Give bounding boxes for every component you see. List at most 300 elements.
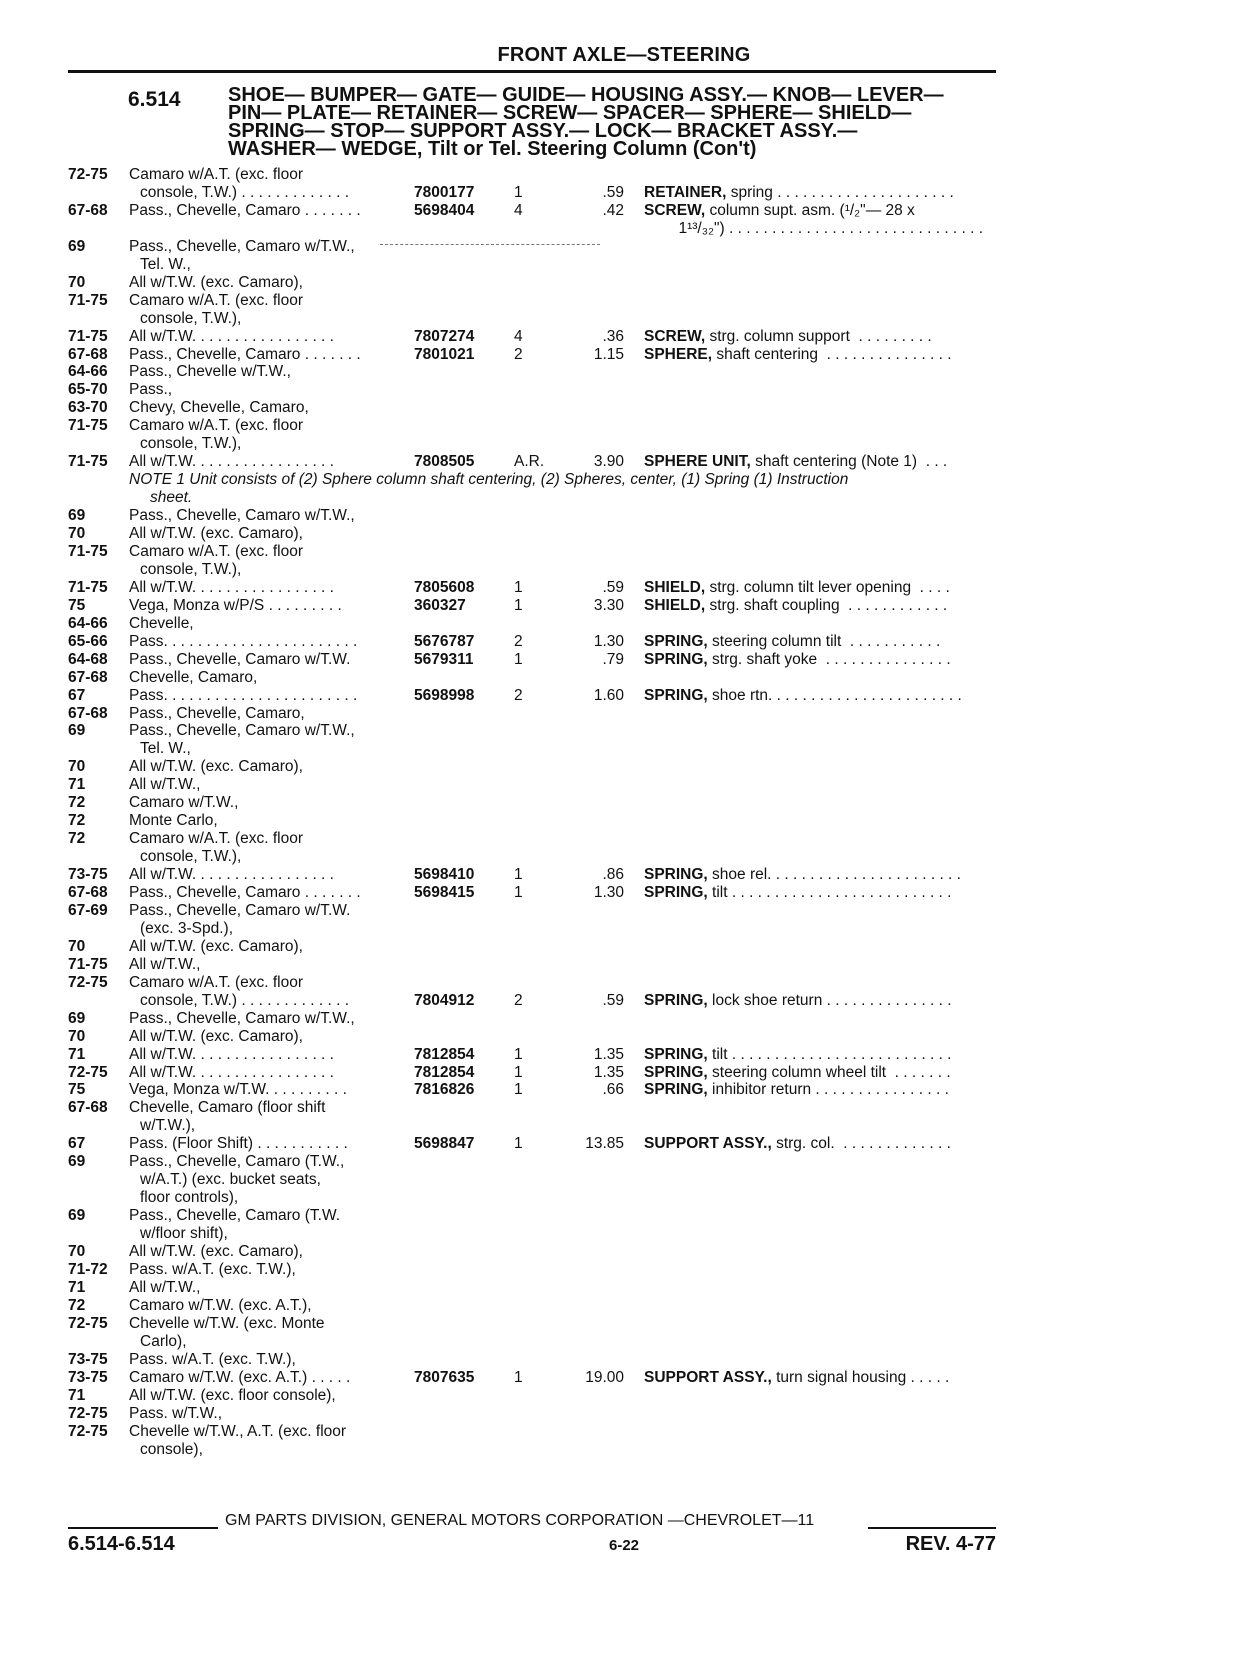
table-row — [0, 1135, 1248, 1153]
table-row — [0, 453, 1248, 471]
part-name-bold: SCREW, — [644, 327, 706, 345]
model-years: 67-69 — [68, 901, 108, 919]
table-row — [0, 328, 1248, 346]
part-number: 7800177 — [414, 183, 475, 201]
table-row — [0, 992, 1248, 1010]
note-row — [0, 489, 1248, 507]
part-number: 5698847 — [414, 1135, 475, 1153]
model-years: 75 — [68, 596, 86, 614]
part-name-bold: SCREW, — [644, 201, 706, 219]
application-description: Chevelle, — [129, 614, 194, 632]
part-name-detail: tilt . . . . . . . . . . . . . . . . . . . . . . . . . . — [707, 1045, 952, 1063]
table-row — [0, 974, 1248, 992]
table-row — [0, 1117, 1248, 1135]
part-name-bold: SPHERE UNIT, — [644, 453, 751, 471]
price: 1.60 — [593, 686, 624, 704]
footer-revision: REV. 4-77 — [905, 1533, 996, 1555]
table-row — [0, 1315, 1248, 1333]
application-description: Vega, Monza w/P/S . . . . . . . . . — [129, 596, 342, 614]
price: .59 — [602, 578, 624, 596]
header-rule — [68, 70, 996, 73]
price: .42 — [602, 201, 624, 219]
part-name-bold: SUPPORT ASSY., — [644, 1368, 772, 1386]
model-years: 71-75 — [68, 327, 108, 345]
application-description: All w/T.W. . . . . . . . . . . . . . . . . — [129, 578, 334, 596]
section-title-line: WASHER— WEDGE, Tilt or Tel. Steering Column (Con't) — [228, 138, 757, 160]
part-name-detail: strg. shaft yoke . . . . . . . . . . . . . . . — [707, 650, 951, 668]
table-row — [0, 740, 1248, 758]
model-years: 71 — [68, 1278, 86, 1296]
model-years: 64-66 — [68, 363, 108, 381]
part-name — [644, 884, 1000, 902]
application-description: Pass. (Floor Shift) . . . . . . . . . . . — [129, 1135, 348, 1153]
part-number: 7807635 — [414, 1368, 475, 1386]
model-years: 67-68 — [68, 201, 108, 219]
table-row — [0, 1099, 1248, 1117]
table-row — [0, 722, 1248, 740]
application-description: console, T.W.), — [140, 560, 242, 578]
table-row — [0, 1387, 1248, 1405]
application-description: All w/T.W. (exc. Camaro), — [129, 1243, 303, 1260]
part-number: 5698415 — [414, 884, 475, 901]
part-name-bold: SHIELD, — [644, 596, 706, 614]
table-row — [0, 1010, 1248, 1028]
model-years: 71-75 — [68, 453, 108, 471]
model-years: 72-75 — [68, 973, 108, 991]
table-row — [0, 292, 1248, 310]
application-description: Pass., Chevelle, Camaro (T.W., — [129, 1153, 345, 1171]
quantity: 1 — [514, 1135, 523, 1153]
model-years: 71 — [68, 776, 86, 794]
application-description: console, T.W.), — [140, 435, 242, 453]
model-years: 67-68 — [68, 884, 108, 901]
model-years: 65-66 — [68, 632, 108, 650]
model-years: 70 — [68, 937, 86, 955]
price: .66 — [602, 1081, 624, 1099]
part-number: 7804912 — [414, 991, 475, 1009]
model-years: 75 — [68, 1081, 86, 1099]
part-name-detail: shaft centering (Note 1) . . . — [750, 453, 948, 471]
table-row — [0, 238, 1248, 256]
quantity: 1 — [514, 1063, 523, 1081]
part-number: 5698404 — [414, 201, 475, 219]
application-description: All w/T.W., — [129, 776, 201, 794]
part-name — [644, 1064, 1000, 1082]
section-title-line: SHOE— BUMPER— GATE— GUIDE— HOUSING ASSY.— KNOB— LEVER— — [228, 84, 944, 106]
application-description: Chevelle w/T.W. (exc. Monte — [129, 1314, 325, 1332]
price: .79 — [602, 650, 624, 668]
quantity: 1 — [514, 650, 523, 668]
part-number: 360327 — [414, 596, 466, 614]
part-name-detail: 1¹³/₃₂") . . . . . . . . . . . . . . . . . . . . . . . . . . . . . . — [644, 219, 984, 237]
application-description: Chevelle, Camaro (floor shift — [129, 1099, 326, 1117]
table-row — [0, 1028, 1248, 1046]
model-years: 69 — [68, 722, 86, 740]
model-years: 67-68 — [68, 345, 108, 363]
part-name — [644, 1081, 1000, 1099]
part-name-bold: SPHERE, — [644, 345, 713, 363]
part-name-bold: SPRING, — [644, 884, 708, 901]
table-row — [0, 1153, 1248, 1171]
table-row — [0, 902, 1248, 920]
quantity: 1 — [514, 183, 523, 201]
table-row — [0, 543, 1248, 561]
table-row — [0, 1369, 1248, 1387]
table-row — [0, 687, 1248, 705]
model-years: 69 — [68, 1009, 86, 1027]
part-name-detail: steering column wheel tilt . . . . . . . — [707, 1063, 951, 1081]
price: 19.00 — [585, 1368, 624, 1386]
table-row — [0, 1423, 1248, 1441]
price: .36 — [602, 327, 624, 345]
application-description: w/floor shift), — [140, 1225, 228, 1242]
application-description: Pass., Chevelle, Camaro (T.W. — [129, 1207, 341, 1225]
model-years: 70 — [68, 273, 86, 291]
part-number: 7812854 — [414, 1063, 475, 1081]
application-description: All w/T.W. (exc. Camaro), — [129, 525, 303, 542]
table-row — [0, 220, 1248, 238]
application-description: Camaro w/T.W., — [129, 794, 239, 812]
table-row — [0, 794, 1248, 812]
application-description: Pass., Chevelle, Camaro, — [129, 704, 305, 722]
table-row — [0, 776, 1248, 794]
model-years: 72-75 — [68, 1422, 108, 1440]
part-name-detail: tilt . . . . . . . . . . . . . . . . . . . . . . . . . . — [707, 884, 952, 901]
application-description: Carlo), — [140, 1332, 187, 1350]
model-years: 71 — [68, 1386, 86, 1404]
section-title-line: PIN— PLATE— RETAINER— SCREW— SPACER— SPHERE— SHIELD— — [228, 102, 912, 124]
section-title-line: SPRING— STOP— SUPPORT ASSY.— LOCK— BRACKET ASSY.— — [228, 120, 858, 142]
table-row — [0, 956, 1248, 974]
price: 1.30 — [593, 884, 624, 901]
table-row — [0, 812, 1248, 830]
table-row — [0, 1243, 1248, 1261]
application-description: Pass. . . . . . . . . . . . . . . . . . . . . . . — [129, 632, 358, 650]
price: 1.30 — [593, 632, 624, 650]
model-years: 72 — [68, 830, 86, 848]
quantity: 1 — [514, 1045, 523, 1063]
application-description: All w/T.W. (exc. Camaro), — [129, 758, 303, 776]
application-description: Pass., Chevelle, Camaro w/T.W., — [129, 1009, 355, 1027]
part-number: 7808505 — [414, 453, 475, 471]
table-row — [0, 561, 1248, 579]
model-years: 67 — [68, 1135, 86, 1153]
quantity: 1 — [514, 884, 523, 901]
footer-publisher: GM PARTS DIVISION, GENERAL MOTORS CORPORATION —CHEVROLET—11 — [225, 1512, 815, 1529]
application-description: All w/T.W. (exc. Camaro), — [129, 273, 303, 291]
part-name-detail: inhibitor return . . . . . . . . . . . . . . . . — [707, 1081, 949, 1099]
model-years: 71-75 — [68, 543, 108, 560]
model-years: 71-75 — [68, 955, 108, 973]
note-row — [0, 471, 1248, 489]
table-row — [0, 1046, 1248, 1064]
application-description: Pass., — [129, 381, 173, 399]
part-name — [644, 1369, 1000, 1387]
part-number: 5698998 — [414, 686, 475, 704]
application-description: All w/T.W. (exc. Camaro), — [129, 1027, 303, 1045]
part-name-bold: SPRING, — [644, 1063, 708, 1081]
table-row — [0, 202, 1248, 220]
quantity: 4 — [514, 201, 523, 219]
part-name-bold: SPRING, — [644, 650, 708, 668]
table-row — [0, 381, 1248, 399]
application-description: (exc. 3-Spd.), — [140, 919, 234, 937]
part-name-bold: SPRING, — [644, 991, 708, 1009]
model-years: 72-75 — [68, 1404, 108, 1422]
table-row — [0, 417, 1248, 435]
part-name-bold: SPRING, — [644, 1081, 708, 1099]
table-row — [0, 1405, 1248, 1423]
part-name-bold: SHIELD, — [644, 578, 706, 596]
model-years: 67 — [68, 686, 86, 704]
application-description: console, T.W.), — [140, 309, 242, 327]
section-number: 6.514 — [128, 88, 181, 111]
model-years: 64-66 — [68, 614, 108, 632]
part-name-detail: strg. column tilt lever opening . . . . — [705, 578, 950, 596]
price: 1.15 — [593, 345, 624, 363]
application-description: console, T.W.) . . . . . . . . . . . . . — [140, 991, 350, 1009]
model-years: 69 — [68, 1153, 86, 1171]
application-description: Pass. w/A.T. (exc. T.W.), — [129, 1261, 296, 1278]
table-row — [0, 166, 1248, 184]
application-description: All w/T.W. (exc. floor console), — [129, 1386, 336, 1404]
part-name — [644, 687, 1000, 705]
part-number: 5698410 — [414, 866, 475, 883]
table-row — [0, 1261, 1248, 1279]
table-row — [0, 651, 1248, 669]
table-row — [0, 184, 1248, 202]
model-years: 67-68 — [68, 704, 108, 722]
quantity: 1 — [514, 866, 523, 883]
price: 1.35 — [593, 1063, 624, 1081]
application-description: All w/T.W. . . . . . . . . . . . . . . . . — [129, 327, 334, 345]
quantity: 2 — [514, 686, 523, 704]
model-years: 72 — [68, 812, 86, 830]
table-row — [0, 1297, 1248, 1315]
application-description: All w/T.W. . . . . . . . . . . . . . . . . — [129, 1045, 334, 1063]
part-name-bold: RETAINER, — [644, 183, 727, 201]
application-description: Pass., Chevelle, Camaro . . . . . . . — [129, 201, 361, 219]
model-years: 71-75 — [68, 417, 108, 435]
footnote: NOTE 1 Unit consists of (2) Sphere column shaft centering, (2) Spheres, center, (1) Spring (1) Instruction — [129, 471, 849, 489]
table-row — [0, 435, 1248, 453]
part-name-detail: steering column tilt . . . . . . . . . . . — [707, 632, 941, 650]
model-years: 71 — [68, 1045, 86, 1063]
model-years: 73-75 — [68, 866, 108, 883]
part-name — [644, 1046, 1000, 1064]
table-row — [0, 830, 1248, 848]
part-name-bold: SPRING, — [644, 866, 708, 883]
application-description: Pass. w/T.W., — [129, 1404, 223, 1422]
quantity: 2 — [514, 345, 523, 363]
application-description: Tel. W., — [140, 740, 191, 758]
divider — [380, 244, 600, 245]
part-number: 7816826 — [414, 1081, 475, 1099]
application-description: Camaro w/A.T. (exc. floor — [129, 973, 303, 991]
application-description: All w/T.W., — [129, 955, 201, 973]
quantity: 2 — [514, 632, 523, 650]
model-years: 71-75 — [68, 578, 108, 596]
part-name — [644, 184, 1000, 202]
application-description: w/A.T.) (exc. bucket seats, — [140, 1171, 321, 1189]
part-name-detail: strg. col. . . . . . . . . . . . . . — [771, 1135, 951, 1153]
application-description: console, T.W.), — [140, 848, 242, 866]
model-years: 70 — [68, 1027, 86, 1045]
part-name — [644, 1135, 1000, 1153]
application-description: All w/T.W. . . . . . . . . . . . . . . . . — [129, 1063, 334, 1081]
application-description: All w/T.W. . . . . . . . . . . . . . . . . — [129, 866, 334, 883]
table-row — [0, 938, 1248, 956]
price: 3.30 — [593, 596, 624, 614]
application-description: Chevelle, Camaro, — [129, 668, 258, 686]
part-name-detail: strg. column support . . . . . . . . . — [705, 327, 932, 345]
footer-rule-left — [68, 1527, 218, 1529]
application-description: Camaro w/A.T. (exc. floor — [129, 417, 303, 435]
price: .59 — [602, 991, 624, 1009]
table-row — [0, 705, 1248, 723]
part-name — [644, 579, 1000, 597]
table-row — [0, 507, 1248, 525]
table-row — [0, 866, 1248, 884]
quantity: 1 — [514, 1081, 523, 1099]
model-years: 72-75 — [68, 166, 108, 183]
table-row — [0, 579, 1248, 597]
model-years: 72-75 — [68, 1314, 108, 1332]
part-number: 5679311 — [414, 650, 474, 668]
part-name — [644, 992, 1000, 1010]
table-row — [0, 1441, 1248, 1459]
table-row — [0, 884, 1248, 902]
table-row — [0, 1351, 1248, 1369]
footnote: sheet. — [150, 489, 193, 507]
price: 1.35 — [593, 1045, 624, 1063]
application-description: Pass. w/A.T. (exc. T.W.), — [129, 1350, 296, 1368]
part-name-detail: turn signal housing . . . . . — [771, 1368, 950, 1386]
part-name — [644, 453, 1000, 471]
model-years: 72-75 — [68, 1063, 108, 1081]
table-row — [0, 256, 1248, 274]
application-description: Monte Carlo, — [129, 812, 218, 830]
table-row — [0, 669, 1248, 687]
model-years: 69 — [68, 1207, 86, 1225]
model-years: 73-75 — [68, 1350, 108, 1368]
model-years: 64-68 — [68, 650, 108, 668]
quantity: 2 — [514, 991, 523, 1009]
part-name-detail: spring . . . . . . . . . . . . . . . . . . . . . — [726, 183, 954, 201]
table-row — [0, 1333, 1248, 1351]
application-description: All w/T.W., — [129, 1278, 201, 1296]
part-name-bold: SPRING, — [644, 686, 708, 704]
part-name-detail: strg. shaft coupling . . . . . . . . . . . . — [705, 596, 948, 614]
application-description: Camaro w/T.W. (exc. A.T.) . . . . . — [129, 1368, 351, 1386]
table-row — [0, 848, 1248, 866]
application-description: Pass., Chevelle, Camaro w/T.W. — [129, 650, 351, 668]
part-name — [644, 651, 1000, 669]
part-name-detail: shoe rtn. . . . . . . . . . . . . . . . . . . . . . . — [707, 686, 962, 704]
table-row — [0, 1225, 1248, 1243]
table-row — [0, 920, 1248, 938]
part-name — [644, 633, 1000, 651]
footer-section-range: 6.514-6.514 — [68, 1533, 175, 1555]
application-description: Camaro w/A.T. (exc. floor — [129, 166, 303, 183]
model-years: 73-75 — [68, 1368, 108, 1386]
part-name-detail: column supt. asm. (¹/₂"— 28 x — [705, 201, 915, 219]
table-row — [0, 758, 1248, 776]
table-row — [0, 1207, 1248, 1225]
table-row — [0, 363, 1248, 381]
table-row — [0, 1279, 1248, 1297]
table-row — [0, 346, 1248, 364]
table-row — [0, 1189, 1248, 1207]
application-description: console, T.W.) . . . . . . . . . . . . . — [140, 183, 350, 201]
application-description: Pass., Chevelle w/T.W., — [129, 363, 291, 381]
application-description: All w/T.W. (exc. Camaro), — [129, 937, 303, 955]
quantity: 1 — [514, 596, 523, 614]
table-row — [0, 274, 1248, 292]
application-description: Camaro w/T.W. (exc. A.T.), — [129, 1296, 312, 1314]
section-title — [228, 86, 1008, 158]
price: .59 — [602, 183, 624, 201]
application-description: Pass., Chevelle, Camaro w/T.W. — [129, 901, 351, 919]
part-name — [644, 866, 1000, 884]
part-name — [644, 328, 1000, 346]
table-row — [0, 1064, 1248, 1082]
part-name-bold: SPRING, — [644, 632, 708, 650]
part-name-bold: SPRING, — [644, 1045, 708, 1063]
model-years: 70 — [68, 1243, 86, 1260]
part-name — [644, 346, 1000, 364]
table-row — [0, 633, 1248, 651]
model-years: 69 — [68, 507, 86, 525]
price: 3.90 — [593, 453, 624, 471]
application-description: Pass., Chevelle, Camaro w/T.W., — [129, 237, 355, 255]
quantity: 1 — [514, 578, 523, 596]
application-description: Chevelle w/T.W., A.T. (exc. floor — [129, 1422, 347, 1440]
application-description: Pass. . . . . . . . . . . . . . . . . . . . . . . — [129, 686, 358, 704]
model-years: 70 — [68, 758, 86, 776]
footer-rule-right — [868, 1527, 996, 1529]
part-name-detail: shoe rel. . . . . . . . . . . . . . . . . . . . . . . — [707, 866, 961, 883]
part-number: 7801021 — [414, 345, 475, 363]
application-description: Chevy, Chevelle, Camaro, — [129, 399, 309, 417]
part-name-bold: SUPPORT ASSY., — [644, 1135, 772, 1153]
part-name — [644, 202, 1000, 220]
application-description: Tel. W., — [140, 255, 191, 273]
part-name-detail: lock shoe return . . . . . . . . . . . . . . . — [707, 991, 952, 1009]
quantity: 1 — [514, 1368, 523, 1386]
model-years: 70 — [68, 525, 86, 542]
part-name — [644, 220, 1000, 238]
quantity: 4 — [514, 327, 523, 345]
part-number: 7805608 — [414, 578, 475, 596]
model-years: 69 — [68, 237, 86, 255]
model-years: 67-68 — [68, 668, 108, 686]
quantity: A.R. — [514, 453, 545, 471]
table-row — [0, 615, 1248, 633]
application-description: Pass., Chevelle, Camaro w/T.W., — [129, 722, 355, 740]
table-row — [0, 525, 1248, 543]
application-description: Camaro w/A.T. (exc. floor — [129, 291, 303, 309]
page-header-title: FRONT AXLE—STEERING — [497, 44, 751, 66]
part-name-detail: shaft centering . . . . . . . . . . . . . . . — [712, 345, 952, 363]
model-years: 71-75 — [68, 291, 108, 309]
model-years: 63-70 — [68, 399, 108, 417]
part-number: 7812854 — [414, 1045, 475, 1063]
application-description: console), — [140, 1440, 203, 1458]
application-description: Camaro w/A.T. (exc. floor — [129, 830, 303, 848]
application-description: Pass., Chevelle, Camaro w/T.W., — [129, 507, 355, 525]
price: .86 — [602, 866, 624, 883]
